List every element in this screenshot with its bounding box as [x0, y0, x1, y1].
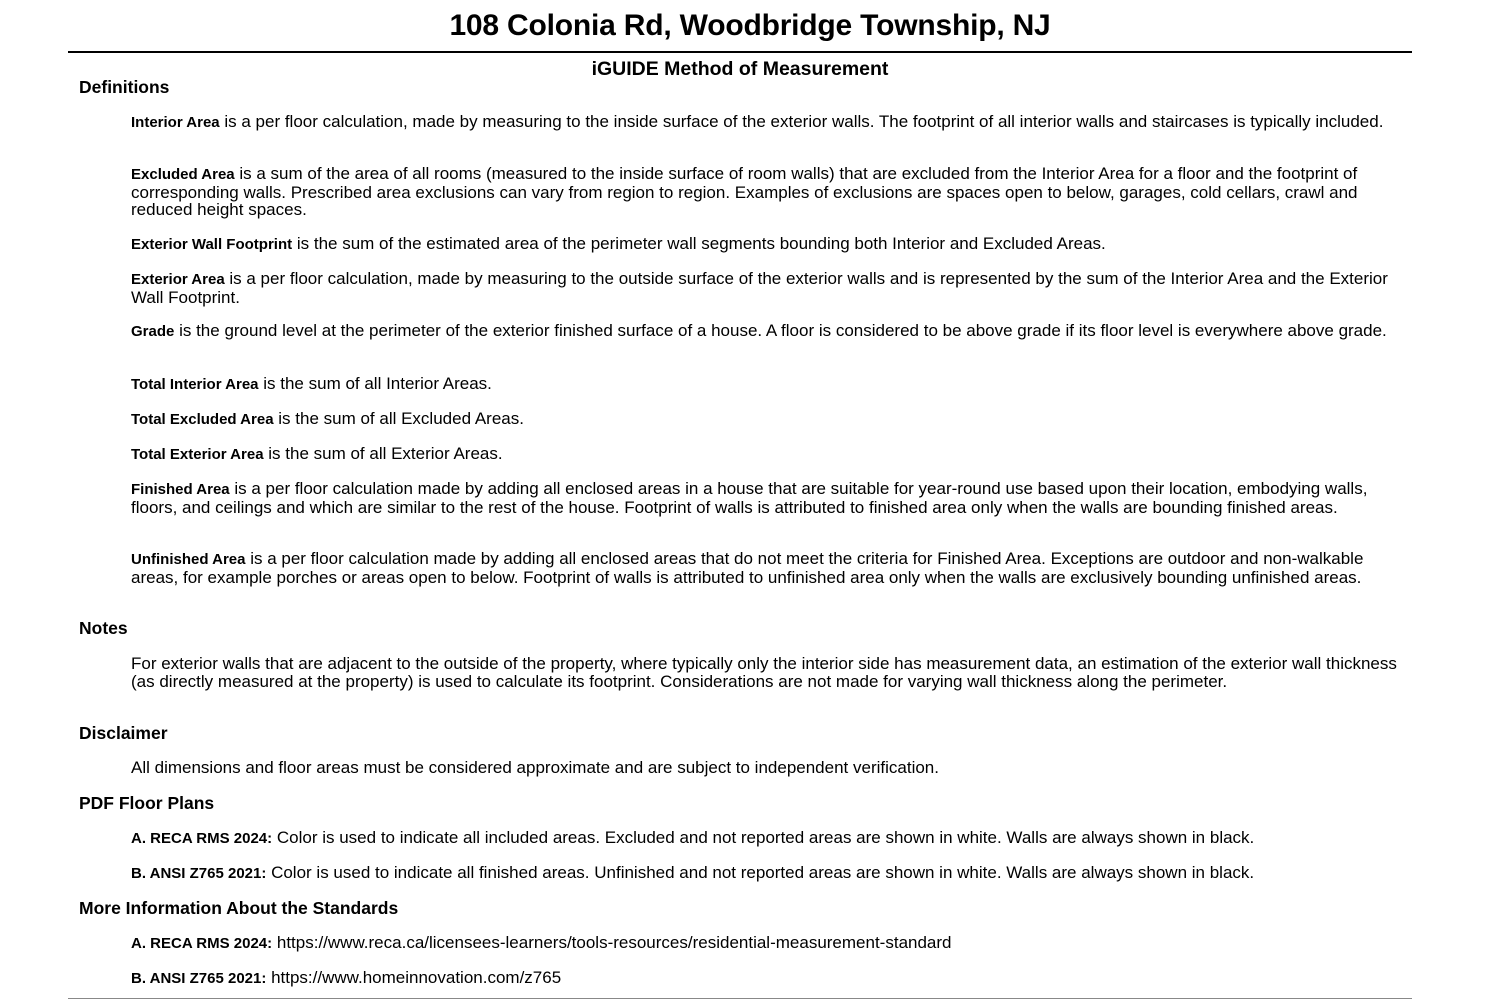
definition-term: Interior Area: [131, 114, 220, 131]
title-divider: [68, 51, 1412, 53]
pdf-floor-plan-reca: [131, 829, 1411, 848]
notes-text: For exterior walls that are adjacent to the outside of the property, where typically only the interior side has measurement data, an estimation of the exterior wall thickness (as directly measured at the property) is used to calculate its footprint. Considerations are not made for varying wall thickness along the perimeter.: [131, 654, 1397, 691]
bottom-divider: [68, 998, 1412, 999]
definition-grade: [131, 322, 1411, 341]
definition-term: Grade: [131, 323, 175, 340]
standard-label: B. ANSI Z765 2021:: [131, 970, 267, 987]
definition-term: Exterior Area: [131, 271, 225, 288]
definition-finished-area: [131, 480, 1411, 516]
definition-text: is the sum of all Interior Areas.: [258, 374, 492, 393]
standard-text: Color is used to indicate all finished areas. Unfinished and not reported areas are shown in white. Walls are always shown in black.: [266, 863, 1255, 882]
definition-total-exterior-area: [131, 445, 1411, 464]
definition-term: Excluded Area: [131, 166, 235, 183]
definition-total-excluded-area: [131, 410, 1411, 429]
definitions-heading: Definitions: [79, 77, 170, 97]
disclaimer-heading: Disclaimer: [79, 723, 168, 743]
ansi-link[interactable]: https://www.homeinnovation.com/z765: [266, 968, 562, 987]
definition-term: Unfinished Area: [131, 551, 246, 568]
more-info-ansi: [131, 969, 1411, 988]
notes-heading: Notes: [79, 618, 128, 638]
definition-interior-area: [131, 113, 1411, 132]
definition-excluded-area: [131, 165, 1411, 219]
definition-term: Total Exterior Area: [131, 446, 264, 463]
page-subtitle: iGUIDE Method of Measurement: [591, 58, 889, 80]
definition-text: is the sum of all Excluded Areas.: [273, 409, 524, 428]
definition-term: Total Excluded Area: [131, 411, 274, 428]
standard-text: Color is used to indicate all included areas. Excluded and not reported areas are shown in white. Walls are always shown in black.: [272, 828, 1255, 847]
more-info-reca: [131, 934, 1411, 953]
definition-text: is the sum of the estimated area of the perimeter wall segments bounding both Interior and Excluded Areas.: [292, 234, 1106, 253]
definition-text: is a per floor calculation made by adding all enclosed areas in a house that are suitable for year-round use based upon their location, embodying walls, floors, and ceilings and which are similar to the rest of the house. Footprint of walls is attributed to finished area only when the walls are bounding finished areas.: [131, 479, 1368, 517]
definition-text: is a per floor calculation, made by measuring to the inside surface of the exterior walls. The footprint of all interior walls and staircases is typically included.: [219, 112, 1384, 131]
definition-total-interior-area: [131, 375, 1411, 394]
definition-exterior-wall-footprint: [131, 235, 1411, 254]
definition-exterior-area: [131, 270, 1411, 306]
standard-label: A. RECA RMS 2024:: [131, 830, 273, 847]
pdf-floor-plans-heading: PDF Floor Plans: [79, 793, 215, 813]
standard-label: A. RECA RMS 2024:: [131, 935, 273, 952]
definition-term: Finished Area: [131, 481, 230, 498]
standard-label: B. ANSI Z765 2021:: [131, 865, 267, 882]
reca-link[interactable]: https://www.reca.ca/licensees-learners/tools-resources/residential-measurement-standard: [272, 933, 952, 952]
page-title: 108 Colonia Rd, Woodbridge Township, NJ: [449, 9, 1051, 42]
definition-text: is the sum of all Exterior Areas.: [263, 444, 503, 463]
definition-text: is a per floor calculation made by adding all enclosed areas that do not meet the criteria for Finished Area. Exceptions are outdoor and non-walkable areas, for example porches or areas open to below. Footprint of walls is attributed to unfinished area only when the walls are exclusively bounding unfinished areas.: [131, 549, 1364, 587]
definition-term: Total Interior Area: [131, 376, 259, 393]
definition-unfinished-area: [131, 550, 1411, 586]
definition-text: is a sum of the area of all rooms (measured to the inside surface of room walls) that are excluded from the Interior Area for a floor and the footprint of corresponding walls. Prescribed area exclusions can vary from region to region. Examples of exclusions are spaces open to below, garages, cold cellars, crawl and reduced height spaces.: [131, 164, 1358, 219]
definition-term: Exterior Wall Footprint: [131, 236, 293, 253]
definition-text: is the ground level at the perimeter of the exterior finished surface of a house. A floor is considered to be above grade if its floor level is everywhere above grade.: [174, 321, 1387, 340]
definition-text: is a per floor calculation, made by measuring to the outside surface of the exterior walls and is represented by the sum of the Interior Area and the Exterior Wall Footprint.: [131, 269, 1388, 307]
pdf-floor-plan-ansi: [131, 864, 1411, 883]
disclaimer-text: All dimensions and floor areas must be considered approximate and are subject to independent verification.: [131, 758, 939, 777]
more-information-heading: More Information About the Standards: [79, 898, 399, 918]
